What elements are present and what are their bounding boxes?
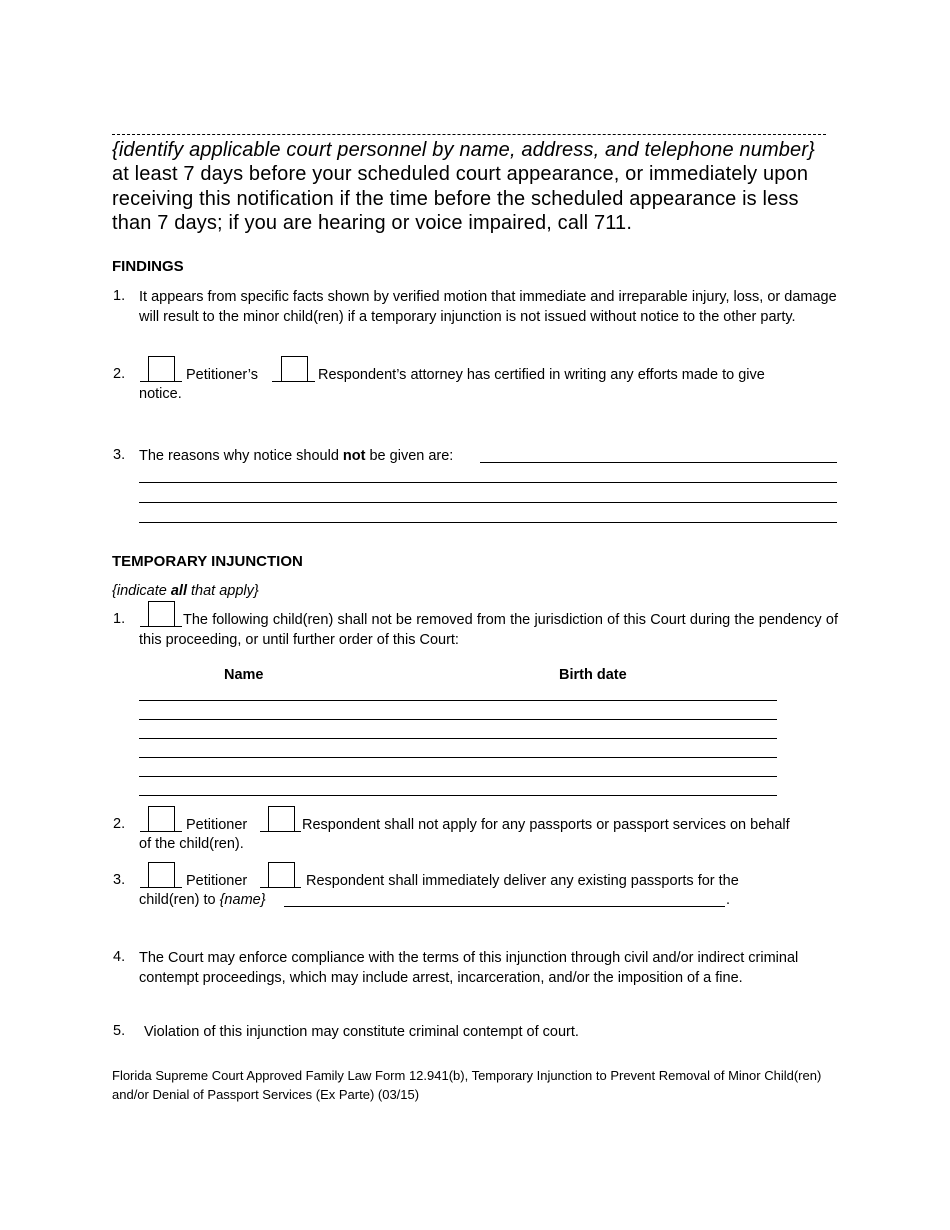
- child-row-line-1[interactable]: [139, 700, 777, 701]
- injunction-item3-number: 3.: [113, 872, 126, 888]
- injunction-item4-text: The Court may enforce compliance with the terms of this injunction through civil and/or indirect criminal contempt proceedings, which may include arrest, incarceration, and/or the imposition of a fine.: [139, 950, 799, 986]
- deliver-petitioner-blank: [140, 887, 182, 888]
- child-row-line-6[interactable]: [139, 795, 777, 796]
- passport-respondent-blank: [260, 831, 301, 832]
- child-row-line-5[interactable]: [139, 776, 777, 777]
- findings-item3-text: The reasons why notice should not be given are:: [139, 448, 454, 464]
- findings-petitioner-blank: [140, 381, 182, 382]
- findings-respondent-checkbox[interactable]: [281, 356, 308, 382]
- injunction-item5-text: Violation of this injunction may constitute criminal contempt of court.: [144, 1024, 579, 1040]
- passport-respondent-checkbox[interactable]: [268, 806, 295, 832]
- passport-petitioner-blank: [140, 831, 182, 832]
- injunction-item5-number: 5.: [113, 1023, 126, 1039]
- form-footer: Florida Supreme Court Approved Family Law Form 12.941(b), Temporary Injunction to Prevent Removal of Minor Child(ren) and/or Denial of Passport Services (Ex Parte) (03/15): [112, 1068, 822, 1102]
- child-row-line-2[interactable]: [139, 719, 777, 720]
- header-line-1: at least 7 days before your scheduled court appearance, or immediately upon: [112, 163, 809, 185]
- child-row-line-3[interactable]: [139, 738, 777, 739]
- deliver-respondent-label: Respondent shall immediately deliver any existing passports for the: [306, 873, 739, 889]
- findings-respondent-label: Respondent’s attorney has certified in writing any efforts made to give: [318, 367, 765, 383]
- deliver-to-period: .: [726, 892, 731, 908]
- injunction-item2-cont: of the child(ren).: [139, 836, 244, 852]
- deliver-petitioner-label: Petitioner: [186, 873, 248, 889]
- passport-respondent-label: Respondent shall not apply for any passports or passport services on behalf: [302, 817, 790, 833]
- passport-petitioner-label: Petitioner: [186, 817, 248, 833]
- findings-petitioner-checkbox[interactable]: [148, 356, 175, 382]
- findings-petitioner-label: Petitioner’s: [186, 367, 259, 383]
- reasons-line-4[interactable]: [139, 522, 837, 523]
- column-birthdate-header: Birth date: [559, 667, 627, 683]
- findings-item3-number: 3.: [113, 447, 126, 463]
- reasons-line-3[interactable]: [139, 502, 837, 503]
- header-signature-line[interactable]: [112, 118, 826, 135]
- injunction-item4-number: 4.: [113, 949, 126, 965]
- header-line-3: than 7 days; if you are hearing or voice impaired, call 711.: [112, 212, 633, 234]
- reasons-line-2[interactable]: [139, 482, 837, 483]
- findings-item2-number: 2.: [113, 366, 126, 382]
- injunction-item2-number: 2.: [113, 816, 126, 832]
- findings-respondent-blank: [272, 381, 315, 382]
- findings-item1-text: It appears from specific facts shown by verified motion that immediate and irreparable injury, loss, or damage will result to the minor child(ren) if a temporary injunction is not issued without notice to the other party.: [139, 289, 837, 325]
- injunction-item3-cont: child(ren) to {name}: [139, 892, 266, 908]
- findings-item2-cont: notice.: [139, 386, 182, 402]
- injunction-item1-number: 1.: [113, 611, 126, 627]
- header-italic-instruction: {identify applicable court personnel by name, address, and telephone number}: [112, 139, 815, 161]
- indicate-all-note: {indicate all that apply}: [112, 583, 259, 599]
- column-name-header: Name: [224, 667, 264, 683]
- passport-petitioner-checkbox[interactable]: [148, 806, 175, 832]
- child-row-line-4[interactable]: [139, 757, 777, 758]
- injunction-item1-text: The following child(ren) shall not be removed from the jurisdiction of this Court during the pendency of this proceeding, or until further order of this Court:: [139, 612, 838, 648]
- findings-heading: FINDINGS: [112, 258, 184, 275]
- injunction-heading: TEMPORARY INJUNCTION: [112, 553, 303, 570]
- findings-item1-number: 1.: [113, 288, 126, 304]
- deliver-respondent-blank: [260, 887, 301, 888]
- deliver-petitioner-checkbox[interactable]: [148, 862, 175, 888]
- deliver-to-name-line[interactable]: [284, 906, 725, 907]
- reasons-line-1[interactable]: [480, 462, 837, 463]
- header-line-2: receiving this notification if the time before the scheduled appearance is less: [112, 188, 799, 210]
- deliver-respondent-checkbox[interactable]: [268, 862, 295, 888]
